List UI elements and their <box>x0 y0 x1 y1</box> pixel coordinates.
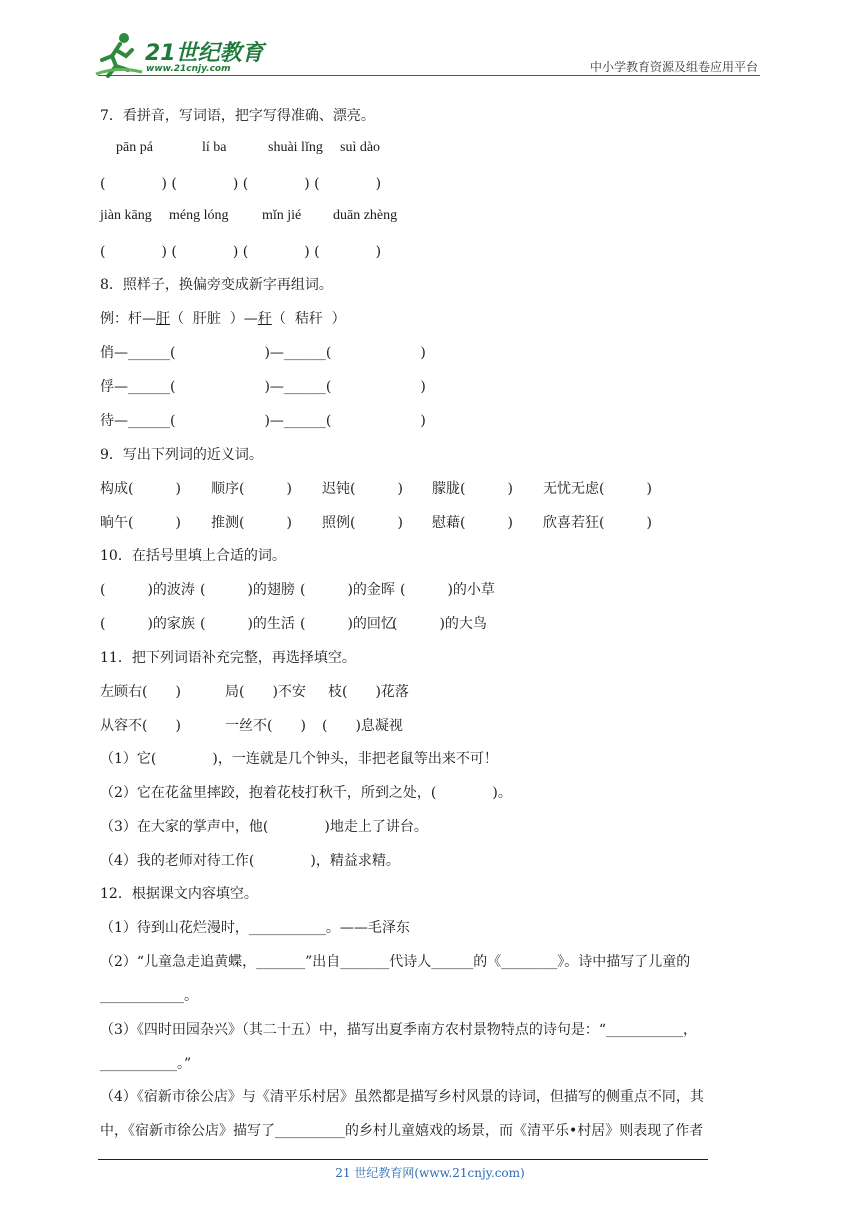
q12-item-3: （3）《四时田园杂兴》（其二十五）中，描写出夏季南方农村景物特点的诗句是：“___________， <box>100 1022 698 1038</box>
q9-item: 构成( ) <box>100 481 181 497</box>
q10-item: ( )的金晖 <box>300 582 395 598</box>
q12-item-2-cont: ____________。 <box>100 988 198 1004</box>
q11-title: 11．把下列词语补充完整，再选择填空。 <box>100 650 356 666</box>
q9-item: 顺序( ) <box>211 481 292 497</box>
q11-word: ( )息凝视 <box>322 718 403 734</box>
q12-item-2: （2）“儿童急走追黄蝶，_______”出自_______代诗人______的《________》。诗中描写了儿童的 <box>100 954 691 970</box>
q11-word: 左顾右( ) <box>100 684 181 700</box>
footer-text: 21 世纪教育网(www.21cnjy.com) <box>335 1166 525 1180</box>
q7-pinyin-2: lí ba <box>202 140 227 155</box>
q10-item: ( )的波涛 <box>100 582 195 598</box>
q7-pinyin-5: jiàn kāng <box>100 208 152 223</box>
q9-item: 慰藉( ) <box>432 515 513 531</box>
q10-item: ( )的家族 <box>100 616 195 632</box>
q10-item: ( )的回忆 <box>300 616 395 632</box>
q7-title: 7．看拼音，写词语，把字写得准确、漂亮。 <box>100 108 375 124</box>
q7-pinyin-6: méng lóng <box>169 208 229 223</box>
q9-item: 晌午( ) <box>100 515 181 531</box>
q9-item: 迟钝( ) <box>322 481 403 497</box>
q11-item-4: （4）我的老师对待工作( )，精益求精。 <box>100 853 400 869</box>
runner-logo-icon <box>94 30 144 80</box>
q9-item: 推测( ) <box>211 515 292 531</box>
q12-item-3-cont: ___________。” <box>100 1056 192 1072</box>
q11-item-3: （3）在大家的掌声中，他( )地走上了讲台。 <box>100 819 428 835</box>
q12-item-1: （1）待到山花烂漫时，___________。——毛泽东 <box>100 920 410 936</box>
q12-title: 12．根据课文内容填空。 <box>100 886 258 902</box>
q10-item: ( )的翅膀 <box>200 582 295 598</box>
q11-item-2: （2）它在花盆里摔跤，抱着花枝打秋千，所到之处，( )。 <box>100 785 512 801</box>
q9-item: 朦胧( ) <box>432 481 513 497</box>
q10-item: ( )的生活 <box>200 616 295 632</box>
q10-title: 10．在括号里填上合适的词。 <box>100 548 286 564</box>
q8-row-2: 俘—______( )—______( ) <box>100 379 426 395</box>
q12-item-4-cont: 中，《宿新市徐公店》描写了__________的乡村儿童嬉戏的场景，而《清平乐•村居》则表现了作者 <box>100 1123 704 1139</box>
q7-pinyin-8: duān zhèng <box>333 208 398 223</box>
q11-word: 从容不( ) <box>100 718 181 734</box>
q8-row-3: 待—______( )—______( ) <box>100 413 426 429</box>
q8-row-1: 俏—______( )—______( ) <box>100 345 426 361</box>
q7-pinyin-3: shuài lǐng <box>268 140 323 155</box>
q8-example-word1: 肝 <box>156 311 170 327</box>
q7-blanks-1: ( ) ( ) ( ) ( ) <box>100 176 382 192</box>
header-divider <box>98 75 760 76</box>
footer-divider <box>98 1159 708 1160</box>
q7-pinyin-4: suì dào <box>340 140 381 155</box>
q9-item: 无忧无虑( ) <box>543 481 652 497</box>
logo-text: 21世纪教育 <box>145 41 264 66</box>
q9-item: 欣喜若狂( ) <box>543 515 652 531</box>
q8-title: 8．照样子，换偏旁变成新字再组词。 <box>100 277 333 293</box>
q11-word: 一丝不( ) <box>225 718 306 734</box>
platform-title: 中小学教育资源及组卷应用平台 <box>589 60 758 74</box>
q9-title: 9．写出下列词的近义词。 <box>100 447 263 463</box>
q10-item: ( )的小草 <box>400 582 495 598</box>
q11-word: 枝( )花落 <box>328 684 409 700</box>
q8-example: 例：杆—肝（ 肝脏 ）—秆（ 秸秆 ） <box>100 311 346 327</box>
q7-pinyin-7: mǐn jié <box>262 208 302 223</box>
q10-item: ( )的大鸟 <box>392 616 487 632</box>
logo-url: www.21cnjy.com <box>146 64 231 74</box>
q12-item-4: （4）《宿新市徐公店》与《清平乐村居》虽然都是描写乡村风景的诗词，但描写的侧重点不同，其 <box>100 1089 704 1105</box>
q7-pinyin-1: pān pá <box>116 140 153 155</box>
q7-blanks-2: ( ) ( ) ( ) ( ) <box>100 244 382 260</box>
q11-item-1: （1）它( )，一连就是几个钟头，非把老鼠等出来不可！ <box>100 751 498 767</box>
q11-word: 局( )不安 <box>225 684 306 700</box>
q8-example-word2: 秆 <box>257 311 272 327</box>
q9-item: 照例( ) <box>322 515 403 531</box>
